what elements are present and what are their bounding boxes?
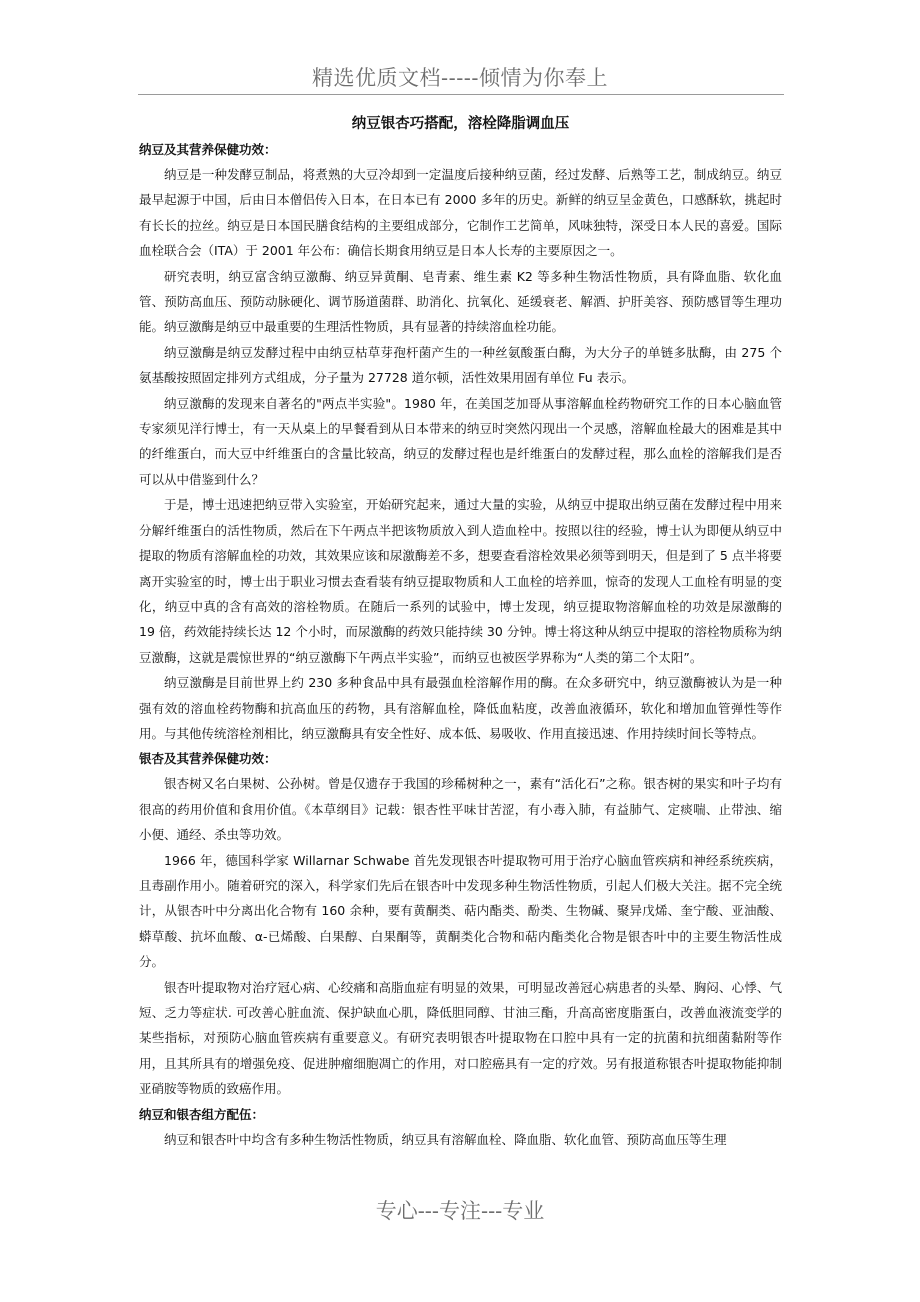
paragraph: 纳豆激酶是目前世界上约 230 多种食品中具有最强血栓溶解作用的酶。在众多研究中，纳豆激酶被认为是一种强有效的溶血栓药物酶和抗高血压的药物，具有溶解血栓，降低血粘度，改善血液循环，软化和增加血管弹性等作用。与其他传统溶栓剂相比，纳豆激酶具有安全性好、成本低、易吸收、作用直接迅速、作用持续时间长等特点。 [139, 675, 782, 741]
document-title: 纳豆银杏巧搭配，溶栓降脂调血压 [351, 116, 570, 132]
page-header: 精选优质文档-----倾情为你奉上 [312, 66, 608, 90]
paragraph: 纳豆和银杏叶中均含有多种生物活性物质，纳豆具有溶解血栓、降血脂、软化血管、预防高血压等生理 [164, 1131, 727, 1147]
paragraph: 纳豆激酶是纳豆发酵过程中由纳豆枯草芽孢杆菌产生的一种丝氨酸蛋白酶，为大分子的单链多肽酶，由 275 个氨基酸按照固定排列方式组成，分子量为 27728 道尔顿，活性效果用固有单位 Fu 表示。 [139, 344, 782, 386]
header-divider [138, 94, 784, 95]
paragraph: 1966 年，德国科学家 Willarnar Schwabe 首先发现银杏叶提取物可用于治疗心脑血管疾病和神经系统疾病，且毒副作用小。随着研究的深入，科学家们先后在银杏叶中发现多种生物活性物质，引起人们极大关注。据不完全统计，从银杏叶中分离出化合物有 160 余种，要有黄酮类、萜内酯类、酚类、生物碱、聚异戊烯、奎宁酸、亚油酸、蟒草酸、抗坏血酸、α-已烯酸、白果醇、白果酮等，黄酮类化合物和萜内酯类化合物是银杏叶中的主要生物活性成分。 [139, 852, 782, 970]
section-heading-ginkgo: 银杏及其营养保健功效： [139, 751, 277, 767]
paragraph: 于是，博士迅速把纳豆带入实验室，开始研究起来，通过大量的实验，从纳豆中提取出纳豆菌在发酵过程中用来分解纤维蛋白的活性物质，然后在下午两点半把该物质放入到人造血栓中。按照以往的经验，博士认为即便从纳豆中提取的物质有溶解血栓的功效，其效果应该和尿激酶差不多，想要查看溶栓效果必须等到明天，但是到了 5 点半将要离开实验室的时，博士出于职业习惯去查看装有纳豆提取物质和人工血栓的培养皿，惊奇的发现人工血栓有明显的变化，纳豆中真的含有高效的溶栓物质。在随后一系列的试验中，博士发现，纳豆提取物溶解血栓的功效是尿激酶的 19 倍，药效能持续长达 12 个小时，而尿激酶的药效只能持续 30 分钟。博士将这种从纳豆中提取的溶栓物质称为纳豆激酶，这就是震惊世界的“纳豆激酶下午两点半实验”，而纳豆也被医学界称为“人类的第二个太阳”。 [139, 497, 782, 665]
paragraph: 纳豆是一种发酵豆制品，将煮熟的大豆冷却到一定温度后接种纳豆菌，经过发酵、后熟等工艺，制成纳豆。纳豆最早起源于中国，后由日本僧侣传入日本，在日本已有 2000 多年的历史。新鲜的纳豆呈金黄色，口感酥软，挑起时有长长的拉丝。纳豆是日本国民膳食结构的主要组成部分，它制作工艺简单，风味独特，深受日本人民的喜爱。国际血栓联合会（ITA）于 2001 年公布：确信长期食用纳豆是日本人长寿的主要原因之一。 [139, 167, 782, 259]
paragraph: 研究表明，纳豆富含纳豆激酶、纳豆异黄酮、皂青素、维生素 K2 等多种生物活性物质，具有降血脂、软化血管、预防高血压、预防动脉硬化、调节肠道菌群、助消化、抗氧化、延缓衰老、解酒、护肝美容、预防感冒等生理功能。纳豆激酶是纳豆中最重要的生理活性物质，具有显著的持续溶血栓功能。 [139, 268, 782, 335]
section-heading-natto: 纳豆及其营养保健功效： [139, 142, 277, 157]
paragraph: 银杏树又名白果树、公孙树。曾是仅遗存于我国的珍稀树种之一，素有“活化石”之称。银杏树的果实和叶子均有很高的药用价值和食用价值。《本草纲目》记载：银杏性平味甘苦涩，有小毒入肺，有益肺气、定痰喘、止带浊、缩小便、通经、杀虫等功效。 [139, 776, 782, 843]
paragraph: 银杏叶提取物对治疗冠心病、心绞痛和高脂血症有明显的效果，可明显改善冠心病患者的头晕、胸闷、心悸、气短、乏力等症状. 可改善心脏血流、保护缺血心肌，降低胆同醇、甘油三酯，升高高密度脂蛋白，改善血液流变学的某些指标，对预防心脑血管疾病有重要意义。有研究表明银杏叶提取物在口腔中具有一定的抗菌和抗细菌黏附等作用，且其所具有的增强免疫、促进肿瘤细胞凋亡的作用，对口腔癌具有一定的疗效。另有报道称银杏叶提取物能抑制亚硝胺等物质的致癌作用。 [139, 979, 782, 1097]
page-footer: 专心---专注---专业 [375, 1199, 545, 1223]
document-body [139, 113, 782, 1152]
section-heading-combination: 纳豆和银杏组方配伍： [139, 1106, 265, 1122]
paragraph: 纳豆激酶的发现来自著名的"两点半实验"。1980 年，在美国芝加哥从事溶解血栓药物研究工作的日本心脑血管专家须见洋行博士，有一天从桌上的早餐看到从日本带来的纳豆时突然闪现出一个灵感，溶解血栓最大的困难是其中的纤维蛋白，而大豆中纤维蛋白的含量比较高，纳豆的发酵过程也是纤维蛋白的发酵过程，那么血栓的溶解我们是否可以从中借鉴到什么？ [139, 395, 782, 487]
